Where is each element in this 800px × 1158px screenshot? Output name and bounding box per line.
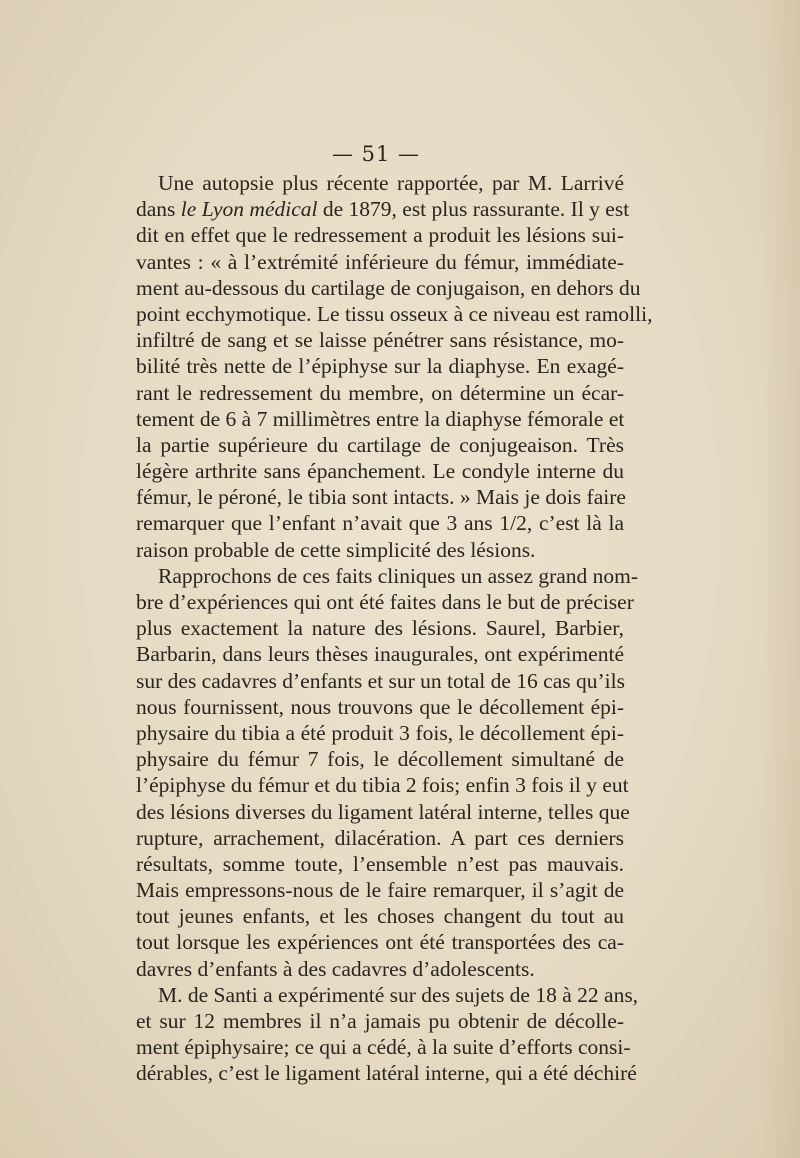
text-line: l’épiphyse du fémur et du tibia 2 fois; enfin 3 fois il y eut: [136, 773, 629, 798]
text-line: physaire du fémur 7 fois, le décollement simultané de: [136, 747, 624, 772]
text-line: [136, 196, 630, 222]
page-number: — 51 —: [331, 142, 421, 166]
text-line: plus exactement la nature des lésions. Saurel, Barbier,: [136, 616, 624, 641]
text-line: rant le redressement du membre, on détermine un écar-: [136, 380, 624, 405]
text-line: fémur, le péroné, le tibia sont intacts. » Mais je dois faire: [136, 485, 626, 510]
text-line: ment au-dessous du cartilage de conjugaison, en dehors du: [136, 275, 641, 300]
text-line: bre d’expériences qui ont été faites dans le but de préciser: [136, 590, 634, 614]
text-line: Mais empressons-nous de le faire remarquer, il s’agit de: [136, 878, 624, 903]
text-line: dit en effet que le redressement a produit les lésions sui-: [136, 223, 624, 248]
text-line: rupture, arrachement, dilacération. A part ces derniers: [136, 825, 624, 850]
text-line: davres d’enfants à des cadavres d’adolescents.: [136, 956, 535, 981]
text-line: Une autopsie plus récente rapportée, par M. Larrivé: [158, 171, 624, 195]
text-line: des lésions diverses du ligament latéral interne, telles que: [136, 799, 630, 824]
text-line: tout jeunes enfants, et les choses changent du tout au: [136, 904, 624, 929]
text-line: infiltré de sang et se laisse pénétrer sans résistance, mo-: [136, 328, 624, 353]
text-line: raison probable de cette simplicité des lésions.: [136, 537, 536, 562]
text-line: dérables, c’est le ligament latéral interne, qui a été déchiré: [136, 1061, 637, 1086]
text-line: nous fournissent, nous trouvons que le décollement épi-: [136, 694, 624, 719]
text-line: remarquer que l’enfant n’avait que 3 ans 1/2, c’est là la: [136, 511, 624, 536]
text-line: point ecchymotique. Le tissu osseux à ce niveau est ramolli,: [136, 301, 653, 326]
text-line: tout lorsque les expériences ont été transportées des ca-: [136, 930, 624, 955]
text-line: légère arthrite sans épanchement. Le condyle interne du: [136, 459, 624, 484]
text-line: vantes : « à l’extrémité inférieure du fémur, immédiate-: [136, 249, 624, 274]
text-line: ment épiphysaire; ce qui a cédé, à la suite d’efforts consi-: [136, 1035, 631, 1060]
text-line: M. de Santi a expérimenté sur des sujets de 18 à 22 ans,: [158, 982, 639, 1007]
page-edge-shadow: [760, 0, 800, 1158]
text-line: Rapprochons de ces faits cliniques un assez grand nom-: [158, 563, 639, 588]
text-line: et sur 12 membres il n’a jamais pu obtenir de décolle-: [136, 1009, 624, 1033]
text-line: bilité très nette de l’épiphyse sur la diaphyse. En exagé-: [136, 354, 624, 379]
text-line: physaire du tibia a été produit 3 fois, le décollement épi-: [136, 720, 624, 745]
body-text: [136, 170, 653, 1087]
text-line: la partie supérieure du cartilage de conjugeaison. Très: [136, 432, 624, 457]
text-line: tement de 6 à 7 millimètres entre la diaphyse fémorale et: [136, 406, 625, 431]
text-segment: dans: [136, 197, 181, 222]
text-line: sur des cadavres d’enfants et sur un total de 16 cas qu’ils: [136, 668, 625, 693]
text-line: résultats, somme toute, l’ensemble n’est pas mauvais.: [136, 851, 624, 876]
journal-title: le Lyon médical: [180, 197, 318, 222]
text-line: Barbarin, dans leurs thèses inaugurales, ont expérimenté: [136, 642, 624, 667]
text-segment: de 1879, est plus rassurante. Il y est: [317, 197, 630, 222]
